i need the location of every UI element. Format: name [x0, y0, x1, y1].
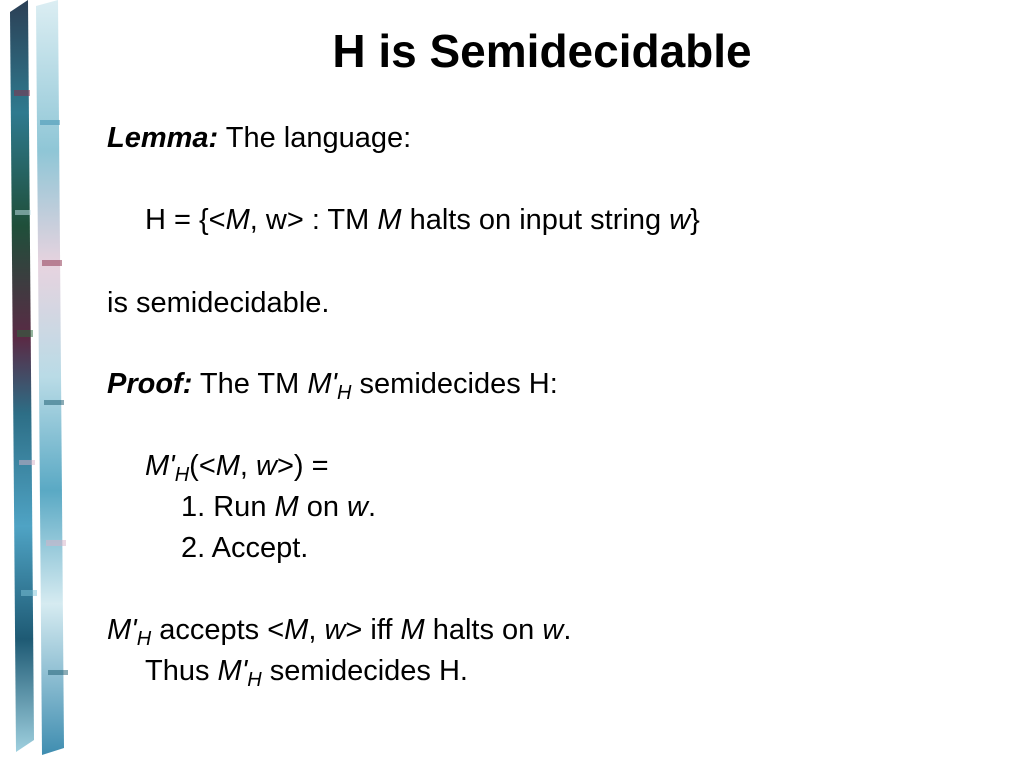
def-text: } [690, 204, 700, 236]
step-var: w [347, 491, 368, 523]
accepts-subscript: H [136, 628, 152, 650]
accepts-machine: M' [107, 614, 137, 646]
machine-definition [145, 450, 329, 486]
machine-var: M [215, 450, 240, 482]
accepts-text: > iff [345, 614, 401, 646]
machine-text: (< [189, 450, 216, 482]
accepts-var: M [400, 614, 425, 646]
decorative-side-stripes [0, 0, 80, 768]
proof-machine: M' [307, 368, 338, 400]
accepts-text: halts on [424, 614, 543, 646]
def-var: M [377, 204, 402, 236]
thus-subscript: H [247, 669, 262, 691]
machine-name: M' [145, 450, 175, 482]
step-var: M [274, 491, 299, 523]
def-text: H = {< [145, 204, 226, 236]
proof-label: Proof: [107, 368, 193, 400]
slide-title: H is Semidecidable [332, 25, 752, 77]
thus-line [145, 655, 468, 691]
step-2: 2. Accept. [181, 532, 309, 564]
thus-text: Thus [145, 655, 218, 687]
machine-subscript: H [174, 464, 190, 486]
accepts-line [107, 614, 572, 650]
lemma-conclusion: is semidecidable. [107, 287, 330, 319]
step-text: 1. Run [181, 491, 275, 523]
language-definition [145, 206, 700, 235]
proof-machine-subscript: H [337, 382, 352, 404]
accepts-var: M [284, 614, 309, 646]
thus-text: semidecides H. [261, 655, 468, 687]
proof-text: The TM [192, 368, 308, 400]
step-text: on [298, 491, 348, 523]
accepts-var: w [324, 614, 346, 646]
machine-text: >) = [277, 450, 329, 482]
accepts-var: w [542, 614, 564, 646]
def-text: halts on input string [401, 204, 670, 236]
step-1 [181, 493, 376, 522]
lemma-line [107, 124, 411, 153]
proof-text: semidecides H: [351, 368, 558, 400]
lemma-label: Lemma: [107, 122, 219, 154]
def-var: w [669, 204, 691, 236]
machine-text: , [239, 450, 257, 482]
accepts-text: , [308, 614, 325, 646]
accepts-text: . [563, 614, 572, 646]
accepts-text: accepts < [151, 614, 285, 646]
def-var: M [225, 204, 250, 236]
thus-machine: M' [217, 655, 248, 687]
step-text: . [368, 491, 377, 523]
def-text: , w> : TM [249, 204, 378, 236]
proof-line [107, 368, 558, 404]
lemma-intro: The language: [218, 122, 412, 154]
machine-var: w [256, 450, 277, 482]
